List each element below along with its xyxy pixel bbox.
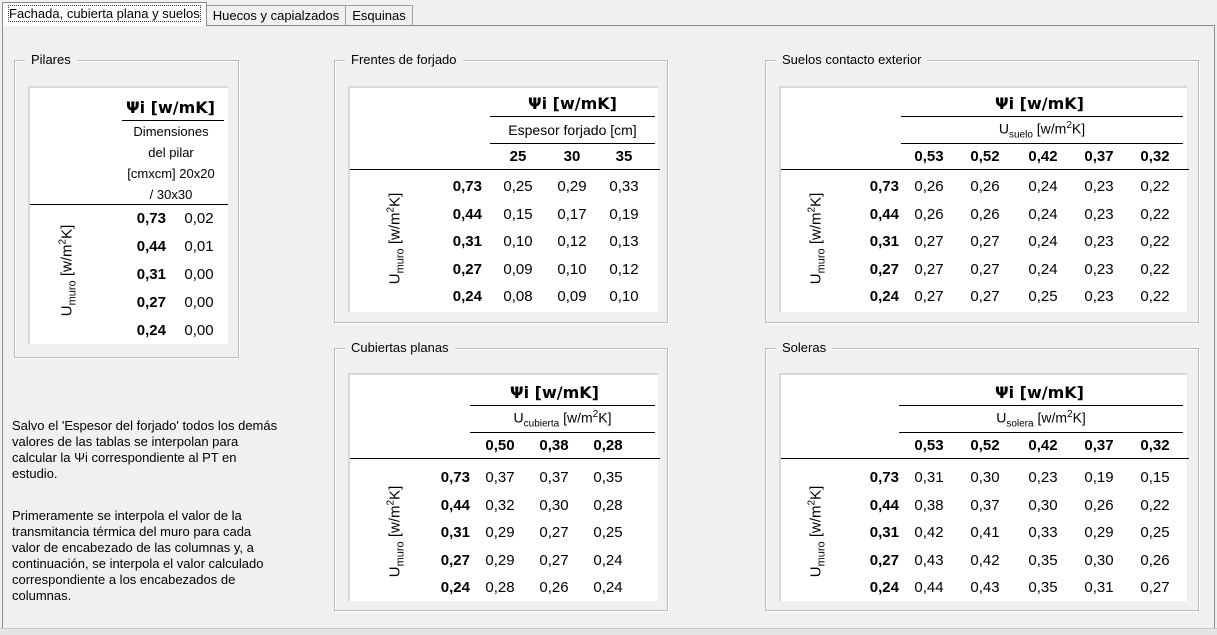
cubiertas-cell: 0,24 bbox=[593, 579, 623, 596]
suelos-row-key: 0,73 bbox=[869, 178, 899, 195]
soleras-cell: 0,35 bbox=[1028, 579, 1058, 596]
frentes-cell: 0,13 bbox=[609, 233, 639, 250]
cubiertas-cell: 0,30 bbox=[539, 496, 569, 514]
suelos-cell: 0,23 bbox=[1084, 288, 1114, 305]
pilares-row-key: 0,27 bbox=[136, 294, 166, 311]
soleras-col-header: 0,42 bbox=[1028, 437, 1058, 454]
soleras-cell: 0,23 bbox=[1028, 469, 1058, 486]
frentes-sub-rule bbox=[490, 143, 655, 144]
suelos-psi-header: Ψi [w/mK] bbox=[995, 94, 1084, 113]
bottom-border bbox=[0, 628, 1217, 635]
suelos-col-header: 0,32 bbox=[1140, 148, 1170, 165]
suelos-cell: 0,23 bbox=[1084, 260, 1114, 278]
suelos-sub-rule bbox=[901, 143, 1183, 144]
suelos-row-key: 0,31 bbox=[869, 233, 899, 250]
pilares-row-key: 0,24 bbox=[136, 322, 166, 339]
soleras-col-header: 0,37 bbox=[1084, 437, 1114, 454]
pilares-dim-line: Dimensiones bbox=[133, 124, 209, 139]
cubiertas-row-key: 0,24 bbox=[440, 579, 470, 596]
soleras-cell: 0,26 bbox=[1084, 496, 1114, 514]
pilares-cell: 0,02 bbox=[184, 210, 214, 227]
group-suelos-title: Suelos contacto exterior bbox=[776, 52, 927, 68]
soleras-cell: 0,30 bbox=[1084, 551, 1114, 569]
cubiertas-col-header: 0,28 bbox=[593, 437, 623, 454]
note-line: Primeramente se interpola el valor de la bbox=[12, 508, 242, 523]
soleras-cell: 0,31 bbox=[1084, 579, 1114, 596]
table-frentes bbox=[348, 86, 658, 312]
frentes-cell: 0,15 bbox=[503, 205, 533, 223]
suelos-cell: 0,22 bbox=[1140, 260, 1170, 278]
note-line: columnas. bbox=[12, 588, 72, 603]
frentes-col-header: 35 bbox=[615, 148, 633, 165]
note-paragraph-2 bbox=[12, 508, 264, 604]
suelos-cell: 0,26 bbox=[914, 178, 944, 195]
frentes-cell: 0,08 bbox=[503, 288, 533, 305]
group-frentes-title: Frentes de forjado bbox=[345, 52, 463, 68]
suelos-cell: 0,22 bbox=[1140, 178, 1170, 195]
cubiertas-psi-rule bbox=[470, 405, 655, 406]
suelos-cell: 0,22 bbox=[1140, 233, 1170, 250]
note-line: continuación, se interpola el valor calculado bbox=[12, 556, 264, 571]
soleras-cell: 0,38 bbox=[914, 496, 944, 514]
group-soleras-title: Soleras bbox=[776, 340, 832, 356]
tab-huecos-label: Huecos y capialzados bbox=[212, 8, 340, 23]
soleras-cell: 0,30 bbox=[1028, 496, 1058, 514]
pilares-cell: 0,00 bbox=[184, 322, 214, 339]
pilares-psi-header: Ψi [w/mK] bbox=[126, 98, 215, 117]
note-line: calcular la Ψi correspondiente al PT en bbox=[12, 450, 237, 465]
soleras-cell: 0,43 bbox=[914, 551, 944, 569]
suelos-umuro-label: $U_{muro}$ $[w/m^2K]$ bbox=[806, 192, 828, 285]
soleras-cell: 0,26 bbox=[1140, 551, 1170, 569]
soleras-subheader: $U_{solera}$ $[w/m^2K]$ bbox=[996, 409, 1086, 430]
cubiertas-header-rule bbox=[350, 458, 660, 459]
suelos-cell: 0,23 bbox=[1084, 178, 1114, 195]
soleras-row-key: 0,73 bbox=[869, 469, 899, 486]
suelos-cell: 0,22 bbox=[1140, 288, 1170, 305]
suelos-cell: 0,27 bbox=[914, 260, 944, 278]
frentes-cell: 0,33 bbox=[609, 178, 639, 195]
suelos-cell: 0,27 bbox=[914, 288, 944, 305]
cubiertas-cell: 0,29 bbox=[485, 524, 515, 541]
frentes-row-key: 0,44 bbox=[452, 205, 482, 223]
frentes-cell: 0,09 bbox=[557, 288, 587, 305]
frentes-cell: 0,19 bbox=[609, 205, 639, 223]
note-paragraph-1 bbox=[12, 418, 277, 482]
note-line: Salvo el 'Espesor del forjado' todos los demás bbox=[12, 418, 278, 433]
soleras-cell: 0,27 bbox=[1140, 579, 1170, 596]
suelos-cell: 0,24 bbox=[1028, 205, 1058, 223]
frentes-psi-rule bbox=[490, 116, 655, 117]
table-suelos bbox=[779, 86, 1187, 312]
pilares-cell: 0,00 bbox=[184, 266, 214, 283]
suelos-cell: 0,27 bbox=[914, 233, 944, 250]
frentes-header-rule bbox=[350, 169, 660, 170]
note-line: estudio. bbox=[12, 466, 58, 481]
frentes-subheader: Espesor forjado [cm] bbox=[508, 122, 637, 138]
soleras-cell: 0,30 bbox=[970, 469, 1000, 486]
soleras-cell: 0,19 bbox=[1084, 469, 1114, 486]
note-line: correspondiente a los encabezados de bbox=[12, 572, 236, 587]
suelos-cell: 0,25 bbox=[1028, 288, 1058, 305]
cubiertas-cell: 0,27 bbox=[539, 524, 569, 541]
cubiertas-cell: 0,27 bbox=[539, 551, 569, 569]
cubiertas-cell: 0,32 bbox=[485, 496, 515, 514]
table-pilares bbox=[28, 86, 228, 344]
soleras-cell: 0,42 bbox=[914, 524, 944, 541]
suelos-cell: 0,27 bbox=[970, 260, 1000, 278]
soleras-umuro-label: $U_{muro}$ $[w/m^2K]$ bbox=[806, 485, 828, 578]
cubiertas-umuro-label: $U_{muro}$ $[w/m^2K]$ bbox=[385, 485, 407, 578]
frentes-umuro-label: $U_{muro}$ $[w/m^2K]$ bbox=[385, 192, 407, 285]
cubiertas-cell: 0,26 bbox=[539, 579, 569, 596]
note-line: valor de encabezado de las columnas y, a bbox=[12, 540, 254, 555]
pilares-dim-line: / 30x30 bbox=[149, 187, 193, 202]
suelos-cell: 0,24 bbox=[1028, 260, 1058, 278]
soleras-psi-rule bbox=[899, 405, 1183, 406]
cubiertas-sub-rule bbox=[470, 432, 655, 433]
note-line: valores de las tablas se interpolan para bbox=[12, 434, 239, 449]
frentes-cell: 0,09 bbox=[503, 260, 533, 278]
soleras-cell: 0,41 bbox=[970, 524, 1000, 541]
frentes-col-header: 25 bbox=[509, 148, 527, 165]
suelos-col-header: 0,53 bbox=[914, 148, 944, 165]
cubiertas-cell: 0,35 bbox=[593, 469, 623, 486]
soleras-row-key: 0,31 bbox=[869, 524, 899, 541]
tab-fachada-label: Fachada, cubierta plana y suelos bbox=[9, 6, 200, 21]
frentes-cell: 0,25 bbox=[503, 178, 533, 195]
frentes-cell: 0,12 bbox=[609, 260, 639, 278]
cubiertas-row-key: 0,73 bbox=[440, 469, 470, 486]
frentes-row-key: 0,31 bbox=[452, 233, 482, 250]
suelos-col-header: 0,37 bbox=[1084, 148, 1114, 165]
suelos-row-key: 0,27 bbox=[869, 260, 899, 278]
pilares-row-key: 0,44 bbox=[136, 238, 166, 255]
soleras-cell: 0,15 bbox=[1140, 469, 1170, 486]
soleras-cell: 0,43 bbox=[970, 579, 1000, 596]
table-soleras bbox=[779, 373, 1187, 601]
tab-huecos[interactable] bbox=[206, 5, 346, 26]
pilares-cell: 0,00 bbox=[184, 294, 214, 311]
suelos-row-key: 0,44 bbox=[869, 205, 899, 223]
pilares-umuro-label: $U_{muro}$ $[w/m^2K]$ bbox=[57, 224, 79, 317]
cubiertas-cell: 0,37 bbox=[485, 469, 515, 486]
suelos-col-header: 0,42 bbox=[1028, 148, 1058, 165]
frentes-cell: 0,17 bbox=[557, 205, 587, 223]
soleras-cell: 0,44 bbox=[914, 579, 944, 596]
cubiertas-cell: 0,37 bbox=[539, 469, 569, 486]
note-line: transmitancia térmica del muro para cada bbox=[12, 524, 252, 539]
soleras-sub-rule bbox=[899, 432, 1183, 433]
soleras-cell: 0,33 bbox=[1028, 524, 1058, 541]
suelos-psi-rule bbox=[901, 116, 1183, 117]
suelos-cell: 0,27 bbox=[970, 288, 1000, 305]
cubiertas-psi-header: Ψi [w/mK] bbox=[510, 383, 599, 402]
pilares-dim-line: [cmxcm] 20x20 bbox=[127, 166, 215, 181]
pilares-row-key: 0,73 bbox=[136, 210, 166, 227]
tab-strip bbox=[2, 2, 412, 26]
suelos-cell: 0,24 bbox=[1028, 178, 1058, 195]
frentes-cell: 0,12 bbox=[557, 233, 587, 250]
suelos-cell: 0,23 bbox=[1084, 233, 1114, 250]
soleras-row-key: 0,24 bbox=[869, 579, 899, 596]
suelos-header-rule bbox=[781, 169, 1189, 170]
frentes-col-header: 30 bbox=[563, 148, 581, 165]
table-cubiertas bbox=[348, 373, 658, 601]
tab-esquinas-label: Esquinas bbox=[352, 8, 406, 23]
soleras-row-key: 0,44 bbox=[869, 496, 899, 514]
suelos-col-header: 0,52 bbox=[970, 148, 1000, 165]
pilares-row-key: 0,31 bbox=[136, 266, 166, 283]
cubiertas-cell: 0,28 bbox=[593, 496, 623, 514]
suelos-cell: 0,24 bbox=[1028, 233, 1058, 250]
soleras-col-header: 0,52 bbox=[970, 437, 1000, 454]
frentes-cell: 0,10 bbox=[609, 288, 639, 305]
cubiertas-row-key: 0,44 bbox=[440, 496, 470, 514]
cubiertas-col-header: 0,50 bbox=[485, 437, 515, 454]
group-pilares-title: Pilares bbox=[25, 52, 77, 68]
pilares-psi-rule bbox=[122, 120, 224, 121]
frentes-row-key: 0,24 bbox=[452, 288, 482, 305]
soleras-psi-header: Ψi [w/mK] bbox=[995, 383, 1084, 402]
pilares-cell: 0,01 bbox=[184, 238, 214, 255]
soleras-cell: 0,31 bbox=[914, 469, 944, 486]
tab-fachada[interactable] bbox=[2, 2, 207, 26]
soleras-col-header: 0,53 bbox=[914, 437, 944, 454]
frentes-row-key: 0,27 bbox=[452, 260, 482, 278]
suelos-row-key: 0,24 bbox=[869, 288, 899, 305]
frentes-cell: 0,10 bbox=[557, 260, 587, 278]
cubiertas-cell: 0,28 bbox=[485, 579, 515, 596]
soleras-cell: 0,37 bbox=[970, 496, 1000, 514]
soleras-header-rule bbox=[781, 458, 1189, 459]
cubiertas-col-header: 0,38 bbox=[539, 437, 569, 454]
soleras-cell: 0,42 bbox=[970, 551, 1000, 569]
cubiertas-cell: 0,29 bbox=[485, 551, 515, 569]
cubiertas-row-key: 0,31 bbox=[440, 524, 470, 541]
suelos-subheader: $U_{suelo}$ $[w/m^2K]$ bbox=[998, 120, 1086, 141]
suelos-cell: 0,26 bbox=[970, 178, 1000, 195]
soleras-row-key: 0,27 bbox=[869, 551, 899, 569]
soleras-cell: 0,29 bbox=[1084, 524, 1114, 541]
cubiertas-cell: 0,24 bbox=[593, 551, 623, 569]
cubiertas-subheader: $U_{cubierta}$ $[w/m^2K]$ bbox=[513, 409, 612, 430]
pilares-dim-line: del pilar bbox=[148, 145, 194, 160]
suelos-cell: 0,23 bbox=[1084, 205, 1114, 223]
frentes-row-key: 0,73 bbox=[452, 178, 482, 195]
soleras-cell: 0,22 bbox=[1140, 496, 1170, 514]
suelos-cell: 0,22 bbox=[1140, 205, 1170, 223]
suelos-cell: 0,26 bbox=[914, 205, 944, 223]
soleras-cell: 0,25 bbox=[1140, 524, 1170, 541]
tab-esquinas[interactable] bbox=[345, 5, 412, 26]
soleras-col-header: 0,32 bbox=[1140, 437, 1170, 454]
frentes-cell: 0,29 bbox=[557, 178, 587, 195]
cubiertas-row-key: 0,27 bbox=[440, 551, 470, 569]
group-cubiertas-title: Cubiertas planas bbox=[345, 340, 455, 356]
suelos-cell: 0,27 bbox=[970, 233, 1000, 250]
frentes-psi-header: Ψi [w/mK] bbox=[528, 94, 617, 113]
cubiertas-cell: 0,25 bbox=[593, 524, 623, 541]
suelos-cell: 0,26 bbox=[970, 205, 1000, 223]
pilares-header-rule bbox=[30, 204, 228, 205]
soleras-cell: 0,35 bbox=[1028, 551, 1058, 569]
frentes-cell: 0,10 bbox=[503, 233, 533, 250]
